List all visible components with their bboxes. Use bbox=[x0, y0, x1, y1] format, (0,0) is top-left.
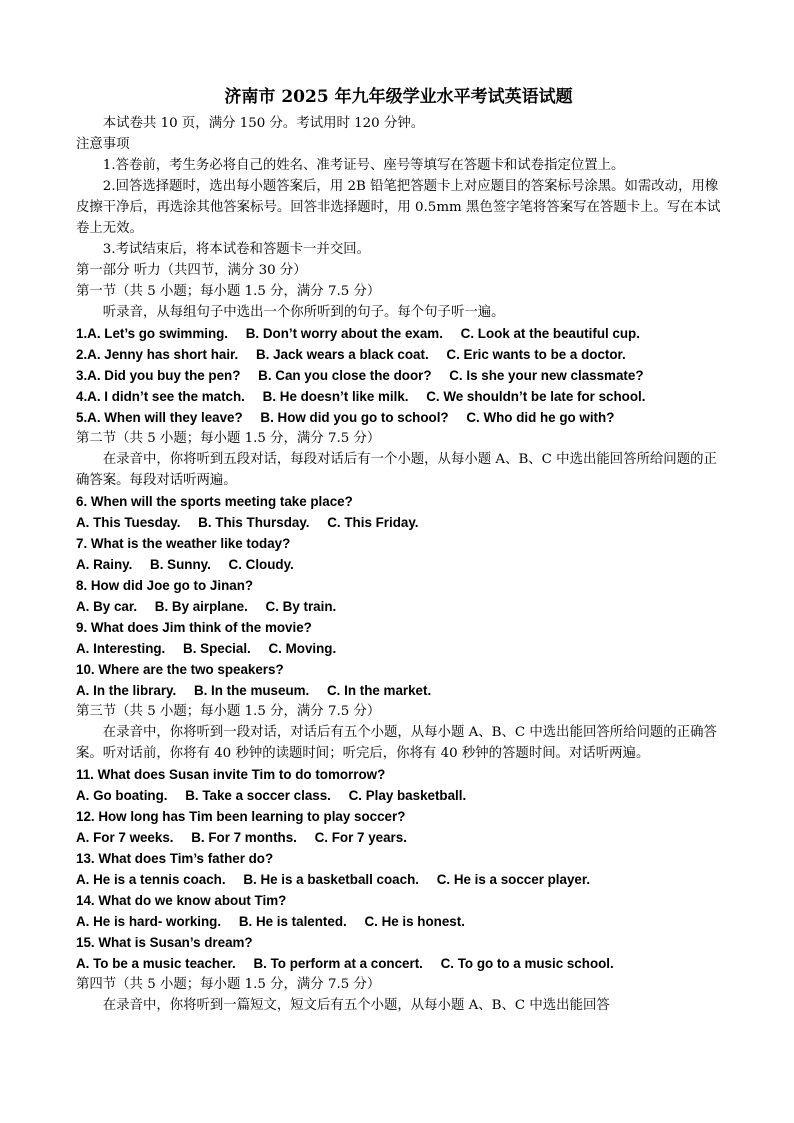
option-b: B. Can you close the door? bbox=[258, 368, 432, 383]
option-a: A. By car. bbox=[76, 599, 138, 614]
section4-heading: 第四节（共 5 小题；每小题 1.5 分，满分 7.5 分） bbox=[76, 977, 381, 992]
section1-heading: 第一节（共 5 小题；每小题 1.5 分，满分 7.5 分） bbox=[76, 284, 381, 299]
question-options bbox=[76, 638, 721, 659]
page-title: 济南市 2025 年九年级学业水平考试英语试题 bbox=[224, 87, 573, 107]
option-a: 1.A. Let’s go swimming. bbox=[76, 326, 229, 341]
question-row bbox=[76, 407, 721, 428]
question-stem: 11. What does Susan invite Tim to do tomorrow? bbox=[76, 767, 386, 782]
option-b: B. For 7 months. bbox=[191, 830, 297, 845]
option-a: A. In the library. bbox=[76, 683, 177, 698]
option-c: C. Moving. bbox=[268, 641, 337, 656]
option-c: C. This Friday. bbox=[327, 515, 419, 530]
option-b: B. He is talented. bbox=[238, 914, 347, 929]
section3-heading: 第三节（共 5 小题；每小题 1.5 分，满分 7.5 分） bbox=[76, 704, 381, 719]
part1-heading: 第一部分 听力（共四节，满分 30 分） bbox=[76, 263, 307, 278]
question-options bbox=[76, 827, 721, 848]
question-stem: 12. How long has Tim been learning to play soccer? bbox=[76, 809, 406, 824]
option-a: A. He is a tennis coach. bbox=[76, 872, 226, 887]
section1-instruction: 听录音，从每组句子中选出一个你所听到的句子。每个句子听一遍。 bbox=[102, 305, 505, 320]
option-a: A. He is hard- working. bbox=[76, 914, 222, 929]
question-stem: 14. What do we know about Tim? bbox=[76, 893, 287, 908]
option-a: A. Rainy. bbox=[76, 557, 133, 572]
option-b: B. Sunny. bbox=[150, 557, 211, 572]
option-b: B. To perform at a concert. bbox=[253, 956, 423, 971]
option-a: 2.A. Jenny has short hair. bbox=[76, 347, 239, 362]
question-stem: 13. What does Tim’s father do? bbox=[76, 851, 274, 866]
option-c: C. Is she your new classmate? bbox=[449, 368, 644, 383]
option-a: A. Interesting. bbox=[76, 641, 166, 656]
option-a: 4.A. I didn’t see the match. bbox=[76, 389, 245, 404]
section3-instruction: 在录音中，你将听到一段对话，对话后有五个小题，从每小题 A、B、C 中选出能回答所给问题的正确答案。听对话前，你将有 40 秒钟的读题时间；听完后，你将有 40 秒钟的答题时间。对话听两遍。 bbox=[76, 725, 717, 761]
question-stem: 7. What is the weather like today? bbox=[76, 536, 291, 551]
option-b: B. Take a soccer class. bbox=[185, 788, 331, 803]
exam-intro: 本试卷共 10 页，满分 150 分。考试用时 120 分钟。 bbox=[102, 116, 425, 131]
question-options bbox=[76, 512, 721, 533]
option-a: A. This Tuesday. bbox=[76, 515, 181, 530]
question-stem: 15. What is Susan’s dream? bbox=[76, 935, 253, 950]
option-c: C. Play basketball. bbox=[348, 788, 467, 803]
option-b: B. He doesn’t like milk. bbox=[262, 389, 409, 404]
option-b: B. This Thursday. bbox=[198, 515, 310, 530]
option-a: A. For 7 weeks. bbox=[76, 830, 174, 845]
option-b: B. Don’t worry about the exam. bbox=[245, 326, 443, 341]
question-row bbox=[76, 365, 721, 386]
notice-heading: 注意事项 bbox=[76, 137, 130, 152]
section2-heading: 第二节（共 5 小题；每小题 1.5 分，满分 7.5 分） bbox=[76, 431, 381, 446]
option-a: 3.A. Did you buy the pen? bbox=[76, 368, 241, 383]
option-c: C. Eric wants to be a doctor. bbox=[446, 347, 626, 362]
option-c: C. We shouldn’t be late for school. bbox=[426, 389, 646, 404]
question-stem: 10. Where are the two speakers? bbox=[76, 662, 284, 677]
option-a: A. Go boating. bbox=[76, 788, 168, 803]
option-c: C. Cloudy. bbox=[228, 557, 294, 572]
question-options bbox=[76, 953, 721, 974]
question-row bbox=[76, 344, 721, 365]
question-options bbox=[76, 869, 721, 890]
option-c: C. Look at the beautiful cup. bbox=[460, 326, 640, 341]
option-a: A. To be a music teacher. bbox=[76, 956, 236, 971]
option-c: C. In the market. bbox=[327, 683, 432, 698]
notice-item-3: 3.考试结束后，将本试卷和答题卡一并交回。 bbox=[102, 242, 370, 257]
notice-item-1: 1.答卷前，考生务必将自己的姓名、准考证号、座号等填写在答题卡和试卷指定位置上。 bbox=[102, 158, 625, 173]
option-c: C. Who did he go with? bbox=[466, 410, 615, 425]
option-c: C. By train. bbox=[265, 599, 337, 614]
option-c: C. He is a soccer player. bbox=[436, 872, 591, 887]
question-options bbox=[76, 911, 721, 932]
question-options bbox=[76, 554, 721, 575]
option-c: C. To go to a music school. bbox=[440, 956, 614, 971]
question-stem: 8. How did Joe go to Jinan? bbox=[76, 578, 254, 593]
option-c: C. For 7 years. bbox=[314, 830, 407, 845]
option-b: B. He is a basketball coach. bbox=[243, 872, 419, 887]
question-options bbox=[76, 596, 721, 617]
question-stem: 9. What does Jim think of the movie? bbox=[76, 620, 312, 635]
question-stem: 6. When will the sports meeting take place? bbox=[76, 494, 353, 509]
notice-item-2: 2.回答选择题时，选出每小题答案后，用 2B 铅笔把答题卡上对应题目的答案标号涂黑。如需改动，用橡皮擦干净后，再选涂其他答案标号。回答非选择题时，用 0.5mm 黑色签字笔将答案写在答题卡上。写在本试卷上无效。 bbox=[76, 179, 721, 236]
exam-page bbox=[76, 86, 721, 1016]
option-b: B. Jack wears a black coat. bbox=[255, 347, 429, 362]
section2-instruction: 在录音中，你将听到五段对话，每段对话后有一个小题，从每小题 A、B、C 中选出能回答所给问题的正确答案。每段对话听两遍。 bbox=[76, 452, 717, 488]
question-row bbox=[76, 323, 721, 344]
option-b: B. In the museum. bbox=[193, 683, 310, 698]
option-b: B. By airplane. bbox=[154, 599, 248, 614]
option-b: B. How did you go to school? bbox=[260, 410, 449, 425]
question-options bbox=[76, 785, 721, 806]
option-a: 5.A. When will they leave? bbox=[76, 410, 243, 425]
question-row bbox=[76, 386, 721, 407]
question-options bbox=[76, 680, 721, 701]
option-c: C. He is honest. bbox=[364, 914, 465, 929]
section4-instruction: 在录音中，你将听到一篇短文，短文后有五个小题，从每小题 A、B、C 中选出能回答 bbox=[102, 998, 610, 1013]
option-b: B. Special. bbox=[183, 641, 251, 656]
